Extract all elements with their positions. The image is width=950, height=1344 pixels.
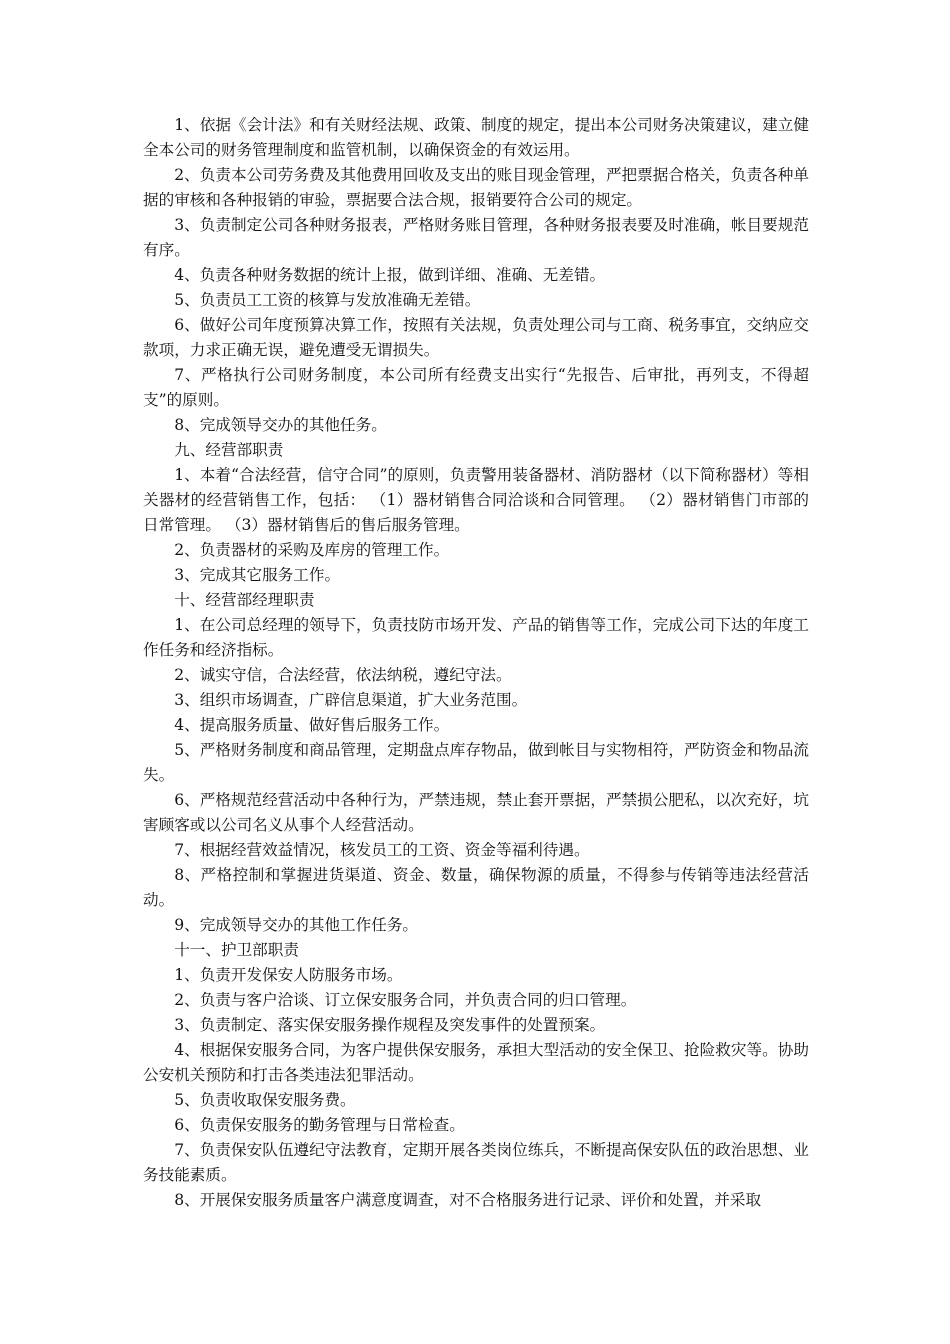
paragraph: 4、根据保安服务合同，为客户提供保安服务，承担大型活动的安全保卫、抢险救灾等。协助公安机关预防和打击各类违法犯罪活动。 xyxy=(143,1041,809,1084)
paragraph: 7、根据经营效益情况，核发员工的工资、资金等福利待遇。 xyxy=(174,841,590,859)
paragraph: 7、负责保安队伍遵纪守法教育，定期开展各类岗位练兵，不断提高保安队伍的政治思想、业务技能素质。 xyxy=(143,1141,809,1184)
document-page xyxy=(143,113,809,1213)
paragraph: 6、负责保安服务的勤务管理与日常检查。 xyxy=(174,1116,465,1134)
paragraph: 1、在公司总经理的领导下，负责技防市场开发、产品的销售等工作，完成公司下达的年度工作任务和经济指标。 xyxy=(143,616,809,659)
paragraph: 7、严格执行公司财务制度，本公司所有经费支出实行“先报告、后审批，再列支，不得超支”的原则。 xyxy=(143,366,809,409)
paragraph: 2、负责本公司劳务费及其他费用回收及支出的账目现金管理，严把票据合格关，负责各种单据的审核和各种报销的审验，票据要合法合规，报销要符合公司的规定。 xyxy=(143,166,809,209)
paragraph: 9、完成领导交办的其他工作任务。 xyxy=(174,916,419,934)
paragraph: 1、依据《会计法》和有关财经法规、政策、制度的规定，提出本公司财务决策建议，建立健全本公司的财务管理制度和监管机制，以确保资金的有效运用。 xyxy=(143,116,809,159)
paragraph: 8、严格控制和掌握进货渠道、资金、数量，确保物源的质量，不得参与传销等违法经营活动。 xyxy=(143,866,809,909)
paragraph: 1、本着“合法经营，信守合同”的原则，负责警用装备器材、消防器材（以下简称器材）等相关器材的经营销售工作，包括： （1）器材销售合同洽谈和合同管理。 （2）器材销售门市部的日常管理。 （3）器材销售后的售后服务管理。 xyxy=(143,466,809,534)
paragraph: 8、开展保安服务质量客户满意度调查，对不合格服务进行记录、评价和处置，并采取 xyxy=(174,1191,762,1209)
paragraph: 4、负责各种财务数据的统计上报，做到详细、准确、无差错。 xyxy=(174,266,606,284)
paragraph: 6、严格规范经营活动中各种行为，严禁违规，禁止套开票据，严禁损公肥私，以次充好，坑害顾客或以公司名义从事个人经营活动。 xyxy=(143,791,809,834)
paragraph: 3、负责制定、落实保安服务操作规程及突发事件的处置预案。 xyxy=(174,1016,606,1034)
paragraph: 4、提高服务质量、做好售后服务工作。 xyxy=(174,716,450,734)
paragraph: 8、完成领导交办的其他任务。 xyxy=(174,416,387,434)
paragraph: 6、做好公司年度预算决算工作，按照有关法规，负责处理公司与工商、税务事宜，交纳应交款项，力求正确无误，避免遭受无谓损失。 xyxy=(143,316,809,359)
paragraph: 5、严格财务制度和商品管理，定期盘点库存物品，做到帐目与实物相符，严防资金和物品流失。 xyxy=(143,741,809,784)
paragraph: 3、组织市场调查，广辟信息渠道，扩大业务范围。 xyxy=(174,691,528,709)
paragraph: 5、负责员工工资的核算与发放准确无差错。 xyxy=(174,291,481,309)
paragraph: 2、诚实守信，合法经营，依法纳税，遵纪守法。 xyxy=(174,666,512,684)
paragraph: 2、负责与客户洽谈、订立保安服务合同，并负责合同的归口管理。 xyxy=(174,991,637,1009)
paragraph: 2、负责器材的采购及库房的管理工作。 xyxy=(174,541,450,559)
section-heading: 十一、护卫部职责 xyxy=(174,941,299,959)
section-heading: 十、经营部经理职责 xyxy=(174,591,315,609)
paragraph: 3、负责制定公司各种财务报表，严格财务账目管理，各种财务报表要及时准确，帐目要规范有序。 xyxy=(143,216,809,259)
paragraph: 1、负责开发保安人防服务市场。 xyxy=(174,966,403,984)
section-heading: 九、经营部职责 xyxy=(174,441,284,459)
paragraph: 3、完成其它服务工作。 xyxy=(174,566,341,584)
paragraph: 5、负责收取保安服务费。 xyxy=(174,1091,356,1109)
